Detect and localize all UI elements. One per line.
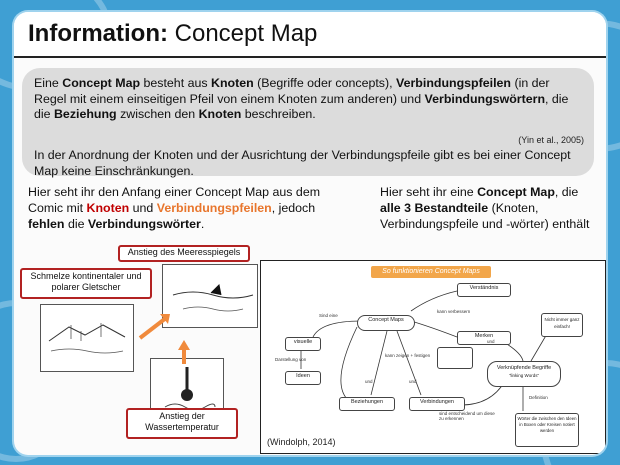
left-text-segment: . [200, 217, 205, 231]
node-verknuepfende-title: Verknüpfende Begriffe [496, 365, 552, 371]
right-text-segment: Hier seht ihr eine [380, 185, 478, 199]
definition-segment: Verbindungswörtern [424, 91, 546, 106]
definition-segment: zwischen den [116, 107, 199, 121]
label-sea-level-text: Anstieg des Meeresspiegels [127, 247, 241, 257]
node-concept-maps: Concept Maps [357, 315, 415, 331]
left-text-segment: , jedoch [271, 201, 316, 215]
comic-description [28, 184, 346, 232]
page-title [28, 20, 317, 48]
definition-segment: besteht aus [140, 76, 211, 90]
node-nicht-weglassen [437, 347, 473, 369]
definition-segment: , die die [34, 91, 569, 121]
citation-windolph: (Windolph, 2014) [267, 437, 336, 447]
right-text-segment: , die [554, 185, 579, 199]
node-verbindungen: Verbindungen [409, 397, 465, 411]
label-temperature-text: Anstieg der Wassertemperatur [145, 411, 219, 432]
title-bar [14, 12, 606, 58]
citation-yin: (Yin et al., 2005) [518, 135, 584, 145]
node-verstaendnis: Verständnis [457, 283, 511, 297]
link-und-1: und [365, 379, 373, 384]
node-visuelle: visuelle [285, 337, 321, 351]
right-text-segment: Concept Map [477, 185, 555, 199]
link-definition: Definition [529, 395, 548, 400]
node-ideen: Ideen [285, 371, 321, 385]
definition-paragraph [34, 76, 584, 123]
definition-segment: Eine [34, 76, 63, 90]
definition-segment: Beziehung [53, 107, 117, 121]
definition-segment: Verbindungspfeilen [396, 76, 511, 90]
left-text-segment: Hier seht ihr den Anfang einer Concept Map aus dem Comic mit [28, 185, 321, 215]
left-text-segment: Knoten [86, 201, 130, 215]
link-entscheidend: sind entscheidend um diese zu erkennen [439, 411, 495, 421]
title-bold: Information: [28, 20, 168, 47]
left-text-segment: fehlen [28, 217, 65, 231]
link-kann-verbessern: kann verbessern [437, 309, 471, 314]
definition-segment: (in der Regel mit einem einseitigen Pfeil von einem Knoten zum anderen) und [34, 76, 550, 106]
label-glacier-text: Schmelze kontinentaler und polarer Gletscher [30, 271, 142, 292]
node-beziehungen: Beziehungen [339, 397, 395, 411]
definition-segment: (Begriffe oder concepts), [253, 76, 397, 90]
link-sind-eine: Sind eine [319, 313, 338, 318]
arrow-head-icon [178, 340, 190, 350]
right-text-segment: alle 3 Bestandteile [380, 201, 489, 215]
node-woerter: Wörter die zwischen den Ideen in Boxen oder Kreisen notiert werden [515, 413, 579, 447]
label-sea-level [118, 245, 250, 262]
node-verknuepfende-begriffe [487, 361, 561, 387]
arrangement-paragraph: In der Anordnung der Knoten und der Ausrichtung der Verbindungspfeile gibt es bei einer Concept Map keine Einschränkungen. [34, 148, 571, 178]
concept-map-description [380, 184, 590, 232]
definition-segment: Concept Map [62, 76, 141, 90]
left-text-segment: Verbindungswörter [87, 217, 201, 231]
link-darstellung: Darstellung von [275, 357, 307, 362]
label-glacier-melt [20, 268, 152, 299]
glacier-drawing [41, 305, 133, 371]
link-und-3: und [487, 339, 495, 344]
link-und-2: und [409, 379, 417, 384]
concept-map-image [260, 260, 606, 454]
left-text-segment: Verbindungspfeilen [156, 201, 272, 215]
left-text-segment: die [64, 217, 88, 231]
node-nicht-immer: Nicht immer ganz einfach! [541, 313, 583, 337]
concept-map-header: So funktionieren Concept Maps [371, 266, 491, 278]
label-water-temperature [126, 408, 238, 439]
definition-box [22, 68, 594, 176]
title-rest: Concept Map [174, 20, 318, 47]
glacier-sketch [40, 304, 134, 372]
definition-segment: beschreiben. [241, 107, 316, 121]
left-text-segment: und [129, 201, 157, 215]
node-verknuepfende-sub: "linking Words" [508, 373, 540, 378]
definition-text [34, 76, 584, 123]
node-merken: Merken [457, 331, 511, 345]
definition-segment: Knoten [198, 107, 242, 121]
slide-frame [14, 12, 606, 455]
definition-segment: Knoten [211, 76, 254, 90]
right-text-segment: (Knoten, Verbindungspfeile und -wörter) enthält [380, 201, 590, 231]
orange-arrows [130, 288, 260, 368]
link-zeigen: kann zeigen + festigen [385, 353, 431, 358]
